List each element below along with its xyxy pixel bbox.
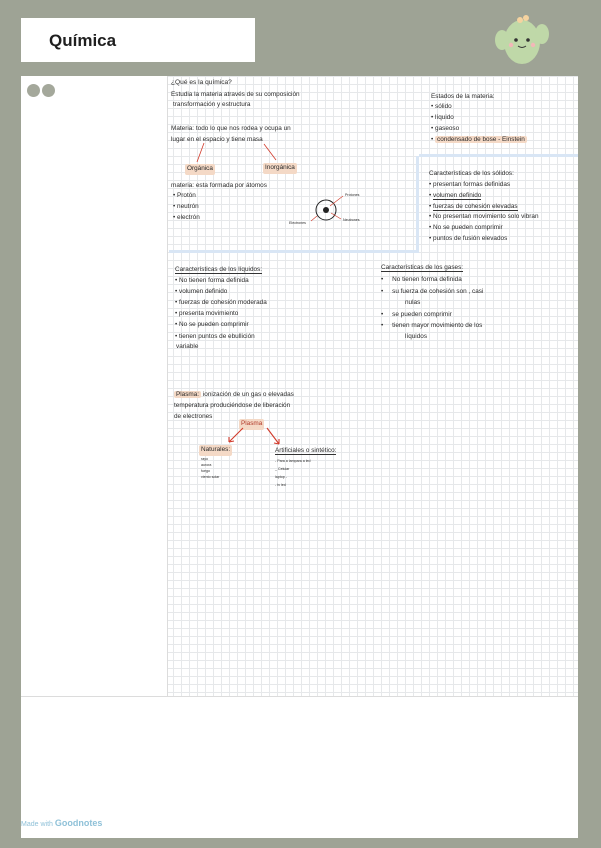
naturales-label: Naturales: xyxy=(199,445,232,456)
list-item: • tienen puntos de ebullición xyxy=(175,332,255,343)
atom-label: Protones xyxy=(345,193,360,197)
inorganica-label: Inorgánica xyxy=(263,163,297,174)
text-line: de electrones xyxy=(174,413,213,420)
list-item: rayo xyxy=(201,457,208,461)
list-item: • neutrón xyxy=(173,202,199,213)
highlighted-text: Plasma: xyxy=(176,391,200,398)
text-line: materia: esta formada por átomos xyxy=(171,182,267,189)
list-item: • su fuerza de cohesión son , casi xyxy=(381,288,484,295)
arrow-icon xyxy=(229,428,243,442)
atom-label: Neutrones xyxy=(343,218,360,222)
notebook-page xyxy=(21,76,578,838)
plasma-center-label: Plasma xyxy=(239,419,264,430)
list-item: aurora xyxy=(201,463,212,467)
list-item-text: su fuerza de cohesión son , casi xyxy=(392,288,484,295)
sketch-overlay xyxy=(21,76,578,838)
text-line: Estudia la materia através de su composición xyxy=(171,91,300,98)
arrow-icon xyxy=(267,428,279,444)
cactus-icon xyxy=(490,4,554,70)
highlighted-text: condensado de bose - Einstein xyxy=(437,136,525,143)
list-item: • No tienen forma definida xyxy=(381,276,462,283)
list-item: - tv led xyxy=(275,483,286,487)
list-item: • presenta movimiento xyxy=(175,309,238,320)
list-item: • No tienen forma definida xyxy=(175,276,249,287)
list-item: • No presentan movimiento solo vibran xyxy=(429,212,539,223)
text-line: variable xyxy=(176,343,199,350)
list-item-text: No tienen forma definida xyxy=(392,276,462,283)
underlined-heading: Características de los gases: xyxy=(381,264,464,271)
title-box xyxy=(21,18,255,62)
section-heading: Estados de la materia: xyxy=(431,93,495,100)
list-item: • Protón xyxy=(173,191,196,202)
arrow-icon xyxy=(311,216,317,221)
list-item: viento solar xyxy=(201,475,220,479)
text-line: nulas xyxy=(405,299,421,306)
text-line: lugar en el espacio y tiene masa xyxy=(171,136,263,143)
goodnotes-watermark xyxy=(21,818,102,828)
underlined-text: fuerzas de cohesión elevadas xyxy=(433,203,518,210)
organica-label: Orgánica xyxy=(185,164,215,175)
list-item: • puntos de fusión elevados xyxy=(429,234,507,245)
list-item: • No se pueden comprimir xyxy=(175,320,249,331)
list-item: • tienen mayor movimiento de los xyxy=(381,322,483,329)
text-span: ionización de un gas o elevadas xyxy=(202,391,294,398)
list-item: laptop - xyxy=(275,475,287,479)
list-item: • sólido xyxy=(431,102,452,113)
list-item: • líquido xyxy=(431,113,454,124)
list-item: • presentan formas definidas xyxy=(429,180,510,191)
text-line: Materia: todo lo que nos rodea y ocupa un xyxy=(171,125,291,132)
atom-nucleus-icon xyxy=(323,207,329,213)
list-item: • se pueden comprimir xyxy=(381,311,452,318)
underlined-heading: Artificiales o sintético: xyxy=(275,447,337,454)
watermark-brand: Goodnotes xyxy=(54,818,103,828)
text-line: temperatura produciéndose de liberación xyxy=(174,402,291,409)
watermark-prefix: Made with xyxy=(21,821,53,828)
atom-label: Electrones xyxy=(289,221,306,225)
list-item: • fuerzas de cohesión moderada xyxy=(175,298,267,309)
underlined-text: volumen definido xyxy=(433,192,482,199)
branch-line xyxy=(197,143,204,162)
section-heading: ¿Qué es la química? xyxy=(171,79,232,86)
arrow-icon xyxy=(330,196,343,206)
list-item: _ Celular xyxy=(275,467,290,471)
list-item: • electrón xyxy=(173,213,200,224)
text-line: líquidos xyxy=(405,333,428,340)
list-item: • gaseoso xyxy=(431,124,459,135)
page-title: Química xyxy=(49,31,117,50)
branch-line xyxy=(264,144,276,160)
text-line: transformación y estructura xyxy=(173,101,251,108)
section-heading: Características de los sólidos: xyxy=(429,170,514,177)
list-item-text: tienen mayor movimiento de los xyxy=(392,322,483,329)
list-item: - Para a lampara a led xyxy=(275,459,311,463)
underlined-heading: Características de los líquidos: xyxy=(175,266,263,273)
list-item: • No se pueden comprimir xyxy=(429,223,503,234)
list-item: fuego xyxy=(201,469,210,473)
list-item-text: se pueden comprimir xyxy=(392,311,452,318)
list-item: • volumen definido xyxy=(175,287,227,298)
